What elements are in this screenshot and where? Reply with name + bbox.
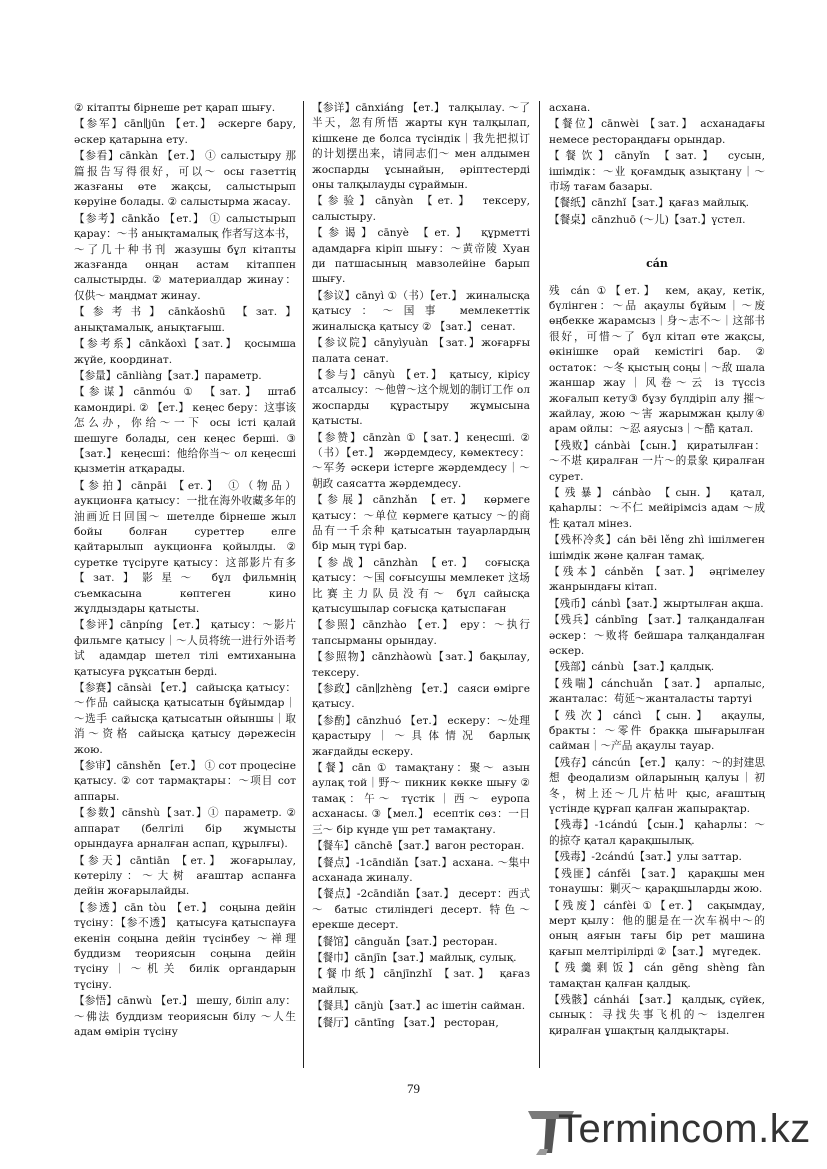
dictionary-entry: 残 cán ①【ет.】 кем, ақау, кетік, бүлінген：～品 ақаулы бұйым｜～废 өңбекке жарамсыз｜身～志不～｜这部书很好，可惜～了 бұл кітап өте жақсы, өкінішке орай кемістігі бар. ② остаток：～冬 қыстың соңы｜～敌 шала жаншар жау｜风卷～云 із түссіз жоғалып кету③ бұзу бүлдіріп алу 摧～ жайлау, жою ～害 жарымжан қылу④ арам ойлы：～忍 аяусыз｜～酷 қатал. (549, 284, 765, 436)
dictionary-entry: 【残匪】cánfěi 【зат.】 қарақшы мен тонаушы：剿灭～ қарақшыларды жою. (549, 867, 765, 896)
dictionary-entry: 【参赛】cānsài 【ет.】 сайысқа қатысу：～作品 сайысқа қатысатын бұйымдар｜～选手 сайысқа қатысатын ойыншы｜取消～资格 сайысқа қатысу дәрежесін жою. (74, 682, 296, 756)
dictionary-entry: 【残兵】cánbīng 【зат.】талқандалған әскер：～败将 бейшара талқандалған әскер. (549, 614, 765, 657)
dictionary-entry: 【残败】cánbài 【сын.】 қиратылған：～不堪 қиралған 一片～的景象 қиралған сурет. (549, 439, 765, 483)
dictionary-entry: 【参谋】cānmóu ① 【зат.】 штаб камондирі. ② 【ет.】 кеңес беру：这事该怎么办，你给～一下 осы істі қалай шешуге болады, сен кеңес берші. ③ 【зат.】 кеңесші：他给你当～ ол кеңесші қызметін атқарады. (74, 386, 296, 476)
dictionary-entry: 【参考系】cānkǎoxì【зат.】 қосымша жүйе, координат. (74, 338, 296, 366)
dictionary-entry: 【参议院】cānyìyuàn 【зат.】жоғарғы палата сенат. (312, 337, 530, 365)
dictionary-entry: 【残毒】-2cándú【зат.】улы заттар. (549, 851, 742, 864)
dictionary-entry: 【餐位】cānwèi 【зат.】 асханадағы немесе рестораңдағы орындар. (549, 118, 765, 146)
dictionary-entry: 【餐桌】cānzhuō (～儿)【зат.】үстел. (549, 213, 746, 226)
dictionary-entry: 【参看】cānkàn 【ет.】 ① салыстыру 那篇报告写得很好，可以～ осы газеттің жазғаны өте жақсы, салыстырып көруіне болады. ② салыстырма жасау. (74, 150, 296, 209)
dictionary-entry: 【餐具】cānjù【зат.】ас ішетін сайман. (312, 1000, 526, 1013)
dictionary-entry: 【参透】cān tòu 【ет.】 соңына дейін түсіну：【参不透】 қатысуға қатыспауға екенін соңына дейін түсінбеу ～禅理 буддизм теориясын соңына дейін түсіну｜～机关 билік органдарын түсіну. (74, 901, 296, 991)
dictionary-entry: 【餐厅】cāntīng 【зат.】 ресторан, (312, 1016, 499, 1029)
page-number: 79 (407, 1081, 420, 1096)
dictionary-entry: 【参军】cān∥jūn 【ет.】 әскерге бару, әскер қатарына ету. (74, 118, 296, 146)
column-middle (312, 101, 530, 1061)
dictionary-entry: 【残毒】-1cándú 【сын.】 қаһарлы：～的掠夺 қатал қарақшылық. (549, 819, 765, 847)
dictionary-entry: 【参拍】cānpāi 【ет.】 ①（物品）аукционға қатысу：一批在海外收藏多年的油画近日回国～ шетелде бірнеше жыл бойы болған суреттер елге қайтарылып аукционға қойылды. ② суретке түсіруге қатысу：这部影片有多【зат.】影星～ бұл фильмнің съемкасына көптеген кино жұлдыздары қатысты. (74, 479, 296, 615)
dictionary-entry: 【参验】cānyàn 【ет.】 тексеру, салыстыру. (312, 195, 530, 223)
dictionary-entry: 【参展】cānzhǎn 【ет.】 көрмеге қатысу：～单位 көрмеге қатысу ～的商品有一千余种 қатысатын тауарлардың бір мың түрі бар. (312, 494, 530, 553)
dictionary-entry: 【参照物】cānzhàowù【зат.】бақылау, тексеру. (312, 651, 530, 679)
dictionary-entry: 【残本】cánběn 【зат.】 әңгімелеу жанрындағы кітап. (549, 565, 765, 594)
dictionary-entry: 【参考书】cānkǎoshū 【зат.】 анықтамалық, анықтағыш. (74, 306, 296, 334)
column-divider (539, 101, 540, 1068)
dictionary-entry: 【残存】cáncún 【ет.】 қалу：～的封建思想 феодализм ойларының қалуы｜初冬，树上还～几片枯叶 қыс, ағаштың үстінде құрғап қалған жапырақтар. (549, 756, 765, 816)
dictionary-entry: ② кітапты бірнеше рет қарап шығу. (74, 102, 276, 114)
dictionary-entry: 【参详】cānxiáng 【ет.】 талқылау. ～了半天，忽有所悟 жарты күн талқылап, кішкене де болса түсіндік｜我先把拟订的计划摆出来，请同志们～ мен алдымен жоспарды ұсынайын, әріптестерді оны талқылауды сұраймын. (312, 102, 530, 192)
dictionary-entry: 【参数】cānshù【зат.】① параметр. ② аппарат (белгілі бір жұмысты орындауға арналған аспап, құрылғы). (74, 807, 296, 851)
dictionary-entry: 【残币】cánbì【зат.】жыртылған ақша. (549, 597, 764, 610)
dictionary-entry: асхана. (549, 102, 591, 114)
section-heading: cán (646, 257, 668, 271)
dictionary-entry: 【参谒】cānyè 【ет.】 құрметті адамдарға кіріп шығу：～黄帝陵 Хуан ди патшасының мавзолейіне барып шығу. (312, 227, 530, 286)
dictionary-entry: 【残废】cánfèi ①【ет.】 сақымдау, мерт қылу：他的腿是在一次车祸中～的 оның аяғын тағы бір рет машина қағып мелтірілірді ②【зат.】 мүгедек. (549, 899, 765, 958)
logo-text: Termincom.kz (558, 1107, 811, 1151)
column-right-upper (549, 101, 765, 228)
dictionary-entry: 【残骸】cánhái 【зат.】 қалдық, сүйек, сынық：寻找失事飞机的～ ізделген қиралған ұшақтың қалдықтары. (549, 993, 765, 1037)
dictionary-entry: 【残羹剩饭】cán gēng shèng fàn тамақтан қалған қалдық. (549, 962, 765, 990)
dictionary-entry: 【餐纸】cānzhǐ【зат.】қағаз майлық. (549, 197, 750, 210)
dictionary-entry: 【参酌】cānzhuó 【ет.】 ескеру：～处理 қарастыру｜～具体情况 барлық жағдайды ескеру. (312, 714, 530, 758)
termincom-logo[interactable] (522, 1103, 822, 1159)
dictionary-entry: 【参赞】cānzàn ①【зат.】кеңесші. ② （书）【ет.】 жәрдемдесу, көмектесу：～军务 әскери істерге жәрдемдесу｜～朝政 саясатта жәрдемдесу. (312, 431, 530, 490)
dictionary-entry: 【参考】cānkǎo 【ет.】 ① салыстырып қарау：～书 анықтамалық 作者写这本书，～了几十种书刊 жазушы бұл кітапты жазғанда онңан астам кітаппен салыстырды. ② материалдар жинау：仅供～ маңдмат жинау. (74, 212, 296, 302)
dictionary-entry: 【参评】cānpíng 【ет.】 қатысу：～影片 фильмге қатысу｜～人员将统一进行外语考试 адамдар шетел тілі емтиханына қатысуға рұқсатын берді. (74, 619, 296, 678)
column-divider (303, 101, 304, 1068)
dictionary-entry: 【残喘】cánchuǎn 【зат.】 арпалыс, жанталас：苟延～жанталасты тартуі (549, 677, 765, 706)
column-right-lower (549, 284, 765, 1040)
dictionary-entry: 【残部】cánbù 【зат.】қалдық. (549, 661, 715, 674)
dictionary-entry: 【餐点】-1cāndiǎn【зат.】асхана. ～集中 асханада жиналу. (312, 856, 530, 884)
dictionary-entry: 【餐点】-2cāndiǎn【зат.】 десерт：西式～ батыс стиліндегі десерт. 特色～ ерекше десерт. (312, 888, 530, 932)
dictionary-entry: 【参量】cānliàng【зат.】параметр. (74, 369, 262, 382)
dictionary-entry: 【参战】cānzhàn 【ет.】 соғысқа қатысу：～国 соғысушы мемлекет 这场比赛主力队员没有～ бұл сайысқа қатысушылар соғысқа қатыспаған (312, 556, 530, 615)
dictionary-entry: 【餐】cān ① тамақтану：聚～ азын аулақ той｜野～ пикник көкке шығу ② тамақ：午～ түстік｜西～ еуропа асханасы. ③【мел.】 есептік сөз：一日三～ бір күнде үш рет тамақтану. (312, 762, 530, 836)
dictionary-entry: 【参议】cānyì ①（书）【ет.】 жиналысқа қатысу：～国事 мемлекеттік жиналысқа қатысу ② 【зат.】 сенат. (312, 289, 530, 333)
dictionary-entry: 【餐饮】cānyǐn 【зат.】 сусын, ішімдік：～业 қоғамдық азықтану｜～市场 тағам базары. (549, 150, 765, 194)
dictionary-entry: 【残次】cáncì 【сын.】 ақаулы, бракты：～零件 бракқа шығарылған сайман｜～产品 ақаулы тауар. (549, 709, 765, 753)
dictionary-entry: 【参悟】cānwù 【ет.】 шешу, біліп алу：～佛法 буддизм теориясын білу ～人生 адам өмірін түсіну (74, 995, 296, 1038)
dictionary-entry: 【参照】cānzhào 【ет.】 еру：～执行 тапсырманы орындау. (312, 619, 530, 647)
column-left (74, 101, 296, 1061)
column-right (549, 101, 765, 1076)
dictionary-entry: 【餐馆】cānguǎn【зат.】ресторан. (312, 935, 498, 948)
dictionary-entry: 【餐车】cānchē【зат.】вагон ресторан. (312, 840, 525, 853)
dictionary-entry: 【参政】cān∥zhèng 【ет.】 саяси өмірге қатысу. (312, 683, 530, 711)
dictionary-entry: 【餐巾纸】cānjīnzhǐ 【зат.】 қағаз майлық. (312, 968, 530, 996)
dictionary-entry: 【参与】cānyù 【ет.】 қатысу, кірісу атсалысу：～他曾～这个规划的制订工作 ол жоспарды құрастыру жұмысына қатысты. (312, 368, 530, 428)
dictionary-entry: 【参审】cānshěn 【ет.】 ① сот процесіне қатысу. ② сот тармақтары：～项目 сот аппары. (74, 760, 296, 803)
dictionary-entry: 【残杯冷炙】cán bēi lěng zhì ішілмеген ішімдік және қалған тамақ. (549, 534, 765, 562)
dictionary-entry: 【残暴】cánbào 【сын.】 қатал, қаһарлы：～不仁 мейірімсіз адам ～成性 қатал мінез. (549, 486, 765, 530)
dictionary-entry: 【参天】cāntiān 【ет.】 жоғарылау, көтерілу：～大树 ағаштар аспанға дейін жоғарылайды. (74, 854, 296, 898)
dictionary-entry: 【餐巾】cānjīn【зат.】майлық, сулық. (312, 951, 517, 964)
